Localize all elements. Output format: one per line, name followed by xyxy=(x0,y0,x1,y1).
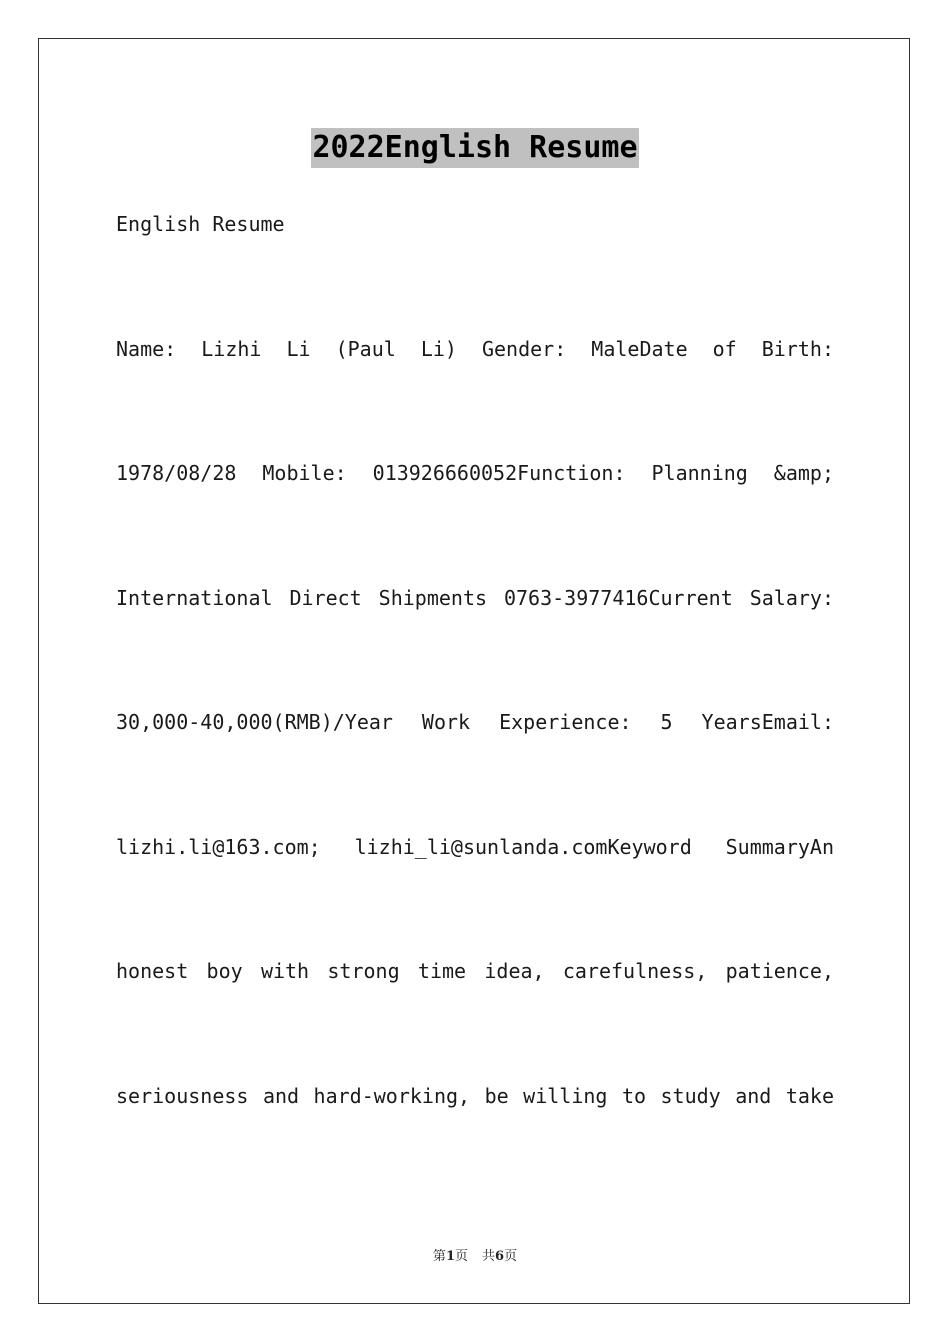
document-title-wrapper xyxy=(0,127,950,168)
body-line-7: seriousness and hard-working, be willing to study and take xyxy=(116,1084,834,1108)
page-number: 1 xyxy=(445,1249,455,1264)
body-line-6: honest boy with strong time idea, carefulness, patience, xyxy=(116,959,834,983)
total-suffix: 页 xyxy=(504,1249,518,1264)
body-line-5: lizhi.li@163.com; lizhi_li@sunlanda.comKeyword SummaryAn xyxy=(116,835,834,859)
page-prefix: 第 xyxy=(432,1249,446,1264)
body-line-1: Name: Lizhi Li (Paul Li) Gender: MaleDate of Birth: xyxy=(116,337,834,361)
body-line-4: 30,000-40,000(RMB)/Year Work Experience: 5 YearsEmail: xyxy=(116,710,834,734)
page-footer xyxy=(0,1248,950,1266)
document-title: 2022English Resume xyxy=(311,128,638,168)
total-pages: 6 xyxy=(495,1249,505,1264)
resume-subheading: English Resume xyxy=(116,212,285,236)
total-prefix: 共 xyxy=(482,1249,496,1264)
page-suffix: 页 xyxy=(454,1249,468,1264)
body-line-3: International Direct Shipments 0763-3977416Current Salary: xyxy=(116,586,834,610)
body-line-2: 1978/08/28 Mobile: 013926660052Function: Planning &amp; xyxy=(116,461,834,485)
